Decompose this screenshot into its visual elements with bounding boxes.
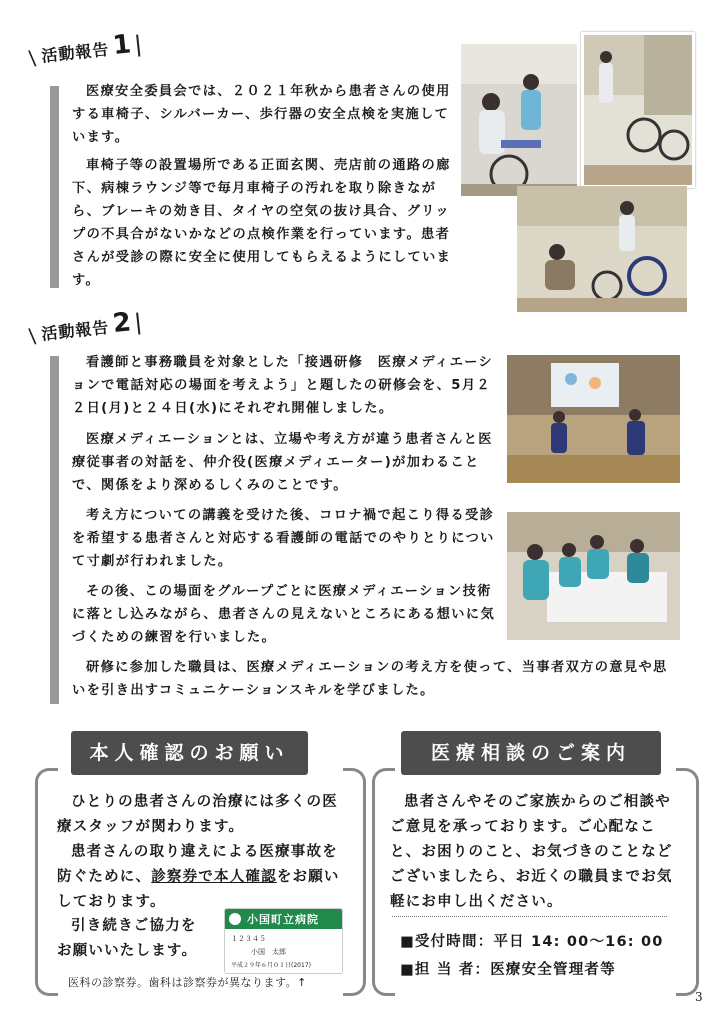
photo-wheelchair-inspection-1 [461,44,577,196]
id-box-paragraph-1: ひとりの患者さんの治療には多くの医療スタッフが関わります。 [57,794,338,835]
section2-paragraph-2: 医療メディエーションとは、立場や考え方が違う患者さんと医療従事者の対話を、仲介役(医療メディエーター)が加わることで、関係をより深めるしくみのことです。 [72,432,493,493]
consultation-contact: ■担 当 者：医療安全管理者等 [400,962,616,978]
section2-paragraph-4: その後、この場面をグループごとに医療メディエーション技術に落とし込みながら、患者さんの見えないところにある想いに気づくための練習を行いました。 [72,584,496,645]
photo-training-roleplay [507,355,680,483]
id-box-bracket-left [35,768,58,996]
card-issue-date: 平成２９年６月０１日(2017) [231,962,311,969]
photo-wheelchair-inspection-2 [581,32,695,188]
consultation-hours: ■受付時間：平日 14: 00〜16: 00 [400,934,664,950]
section1-heading: \ 活動報告 1 [27,31,140,68]
photo-wheelchair-inspection-3 [517,186,687,312]
hospital-logo-icon [229,913,241,925]
section1-paragraph-2: 車椅子等の設置場所である正面玄関、売店前の通路の廊下、病棟ラウンジ等で毎月車椅子の汚れを取り除きながら、ブレーキの効き目、タイヤの空気の抜け具合、グリップの不具合がないかなどの点検作業を行っています。患者さんが受診の際に安全に使用してもらえるようにしています。 [72,158,452,288]
patient-id-card [224,908,343,974]
section2-paragraph-5: 研修に参加した職員は、医療メディエーションの考え方を使って、当事者双方の意見や思いを引き出すコミュニケーションスキルを学びました。 [72,660,668,698]
id-confirmation-title: 本人確認のお願い [71,731,308,775]
card-id-number: １２３４５ [231,935,266,943]
card-header [225,909,342,929]
section2-heading: \ 活動報告 2 [27,309,140,346]
consultation-body: 患者さんやそのご家族からのご相談やご意見を承っております。ご心配なこと、お困りのこと、お気づきのことなどございましたら、お近くの職員までお気軽にお申し出ください。 [390,794,673,910]
section2-paragraph-1: 看護師と事務職員を対象とした「接遇研修 医療メディエーションで電話対応の場面を考えよう」と題したの研修会を、5月２２日(月)と２４日(水)にそれぞれ開催しました。 [72,355,494,416]
id-box-paragraph-3: 引き続きご協力を お願いいたします。 [57,918,198,959]
section1-paragraph-1: 医療安全委員会では、２０２１年秋から患者さんの使用する車椅子、シルバーカー、歩行器の安全点検を実施しています。 [72,84,451,145]
page-number: 3 [695,990,703,1004]
consultation-divider [392,916,667,917]
id-box-paragraph-2: 患者さんの取り違えによる医療事故を防ぐために、診察券で本人確認をお願いしております。 [57,844,340,910]
section2-paragraph-3: 考え方についての講義を受けた後、コロナ禍で起こり得る受診を希望する患者さんと対応する看護師の電話でのやりとりについて寸劇が行われました。 [72,508,495,569]
id-card-footnote: 医科の診察券。歯科は診察券が異なります。↑ [68,976,307,989]
section1-accent-bar [50,86,59,288]
card-hospital-name: 小国町立病院 [247,913,319,926]
section2-accent-bar [50,356,59,704]
card-name: 小国 太郎 [251,948,286,956]
photo-training-group-work [507,512,680,640]
consultation-title: 医療相談のご案内 [401,731,661,775]
